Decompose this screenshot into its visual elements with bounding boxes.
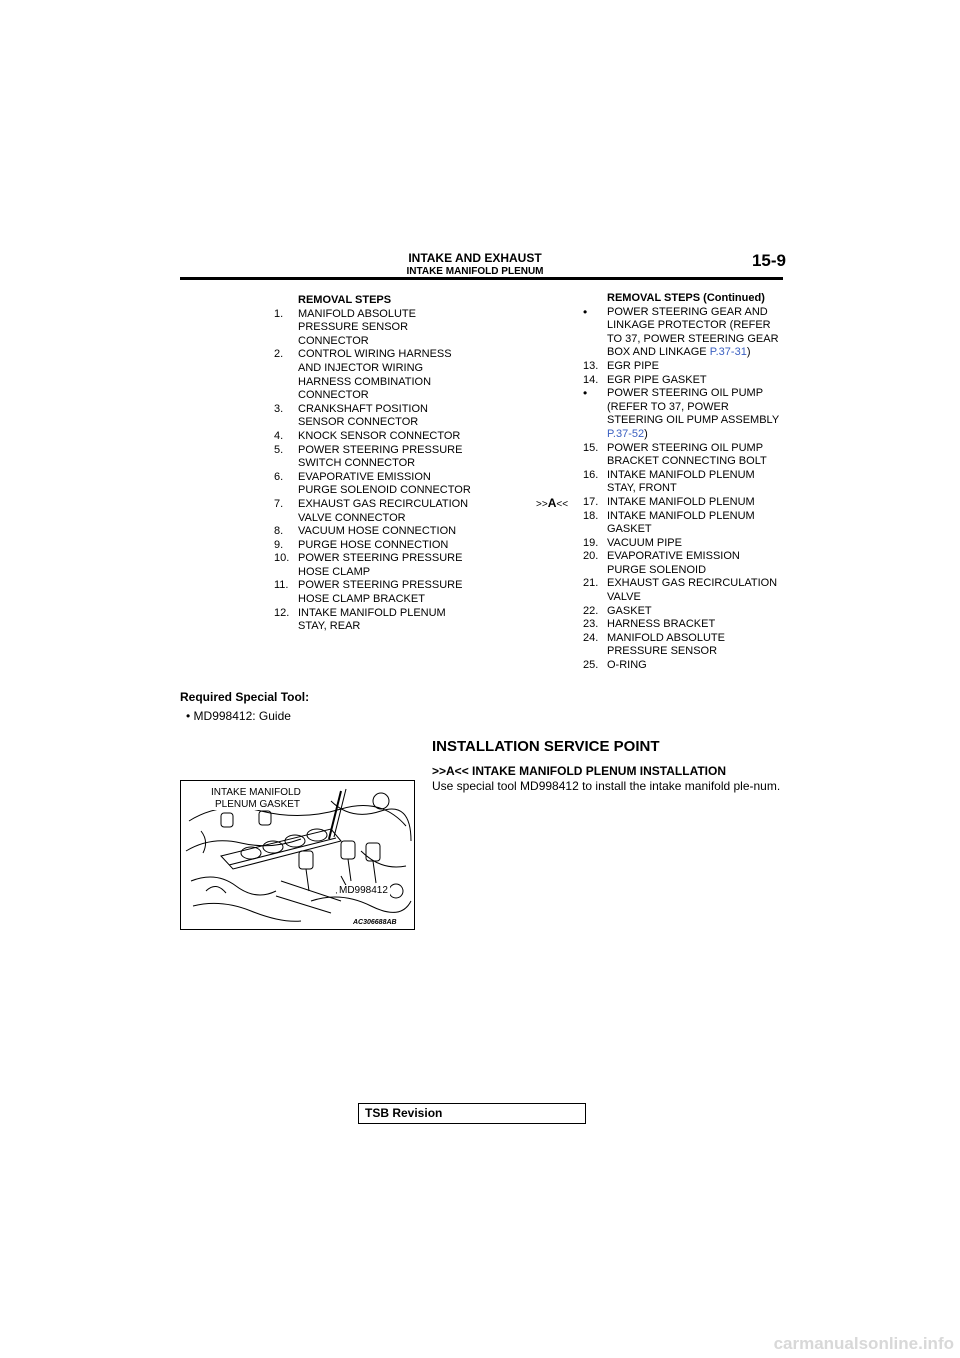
bullet-text — [607, 387, 788, 441]
removal-step — [583, 537, 788, 551]
step-text-line: PURGE SOLENOID CONNECTOR — [298, 484, 471, 497]
installation-service-point-title: INSTALLATION SERVICE POINT — [432, 738, 660, 755]
section-title: INTAKE AND EXHAUST — [408, 251, 542, 265]
figure-label-gasket-line1: INTAKE MANIFOLD — [211, 787, 301, 798]
step-number: 12. — [274, 606, 290, 619]
step-text — [607, 442, 788, 469]
step-number: 4. — [274, 429, 284, 442]
step-number: 2. — [274, 348, 284, 361]
removal-step — [583, 550, 788, 577]
step-text-line: POWER STEERING PRESSURE — [298, 443, 463, 456]
removal-steps-heading: REMOVAL STEPS — [298, 294, 392, 306]
bullet-text-line: (REFER TO 37, POWER — [607, 400, 729, 413]
removal-step — [274, 308, 484, 349]
removal-step — [274, 430, 484, 444]
special-tool-heading: Required Special Tool: — [180, 690, 310, 704]
bullet-text-line: STEERING OIL PUMP ASSEMBLY — [607, 414, 780, 427]
step-text-line: CONNECTOR — [298, 389, 369, 402]
step-text-line: CONNECTOR — [298, 334, 369, 347]
cross-reference-link[interactable]: P.37-31 — [709, 346, 747, 359]
removal-step — [583, 605, 788, 619]
step-number: 10. — [274, 552, 290, 565]
bullet-text-line: POWER STEERING OIL PUMP — [607, 387, 764, 400]
figure-label-gasket-line2: PLENUM GASKET — [215, 799, 301, 810]
step-text — [607, 510, 788, 537]
step-text-line: EVAPORATIVE EMISSION — [607, 550, 740, 563]
step-text-line: SENSOR CONNECTOR — [298, 416, 419, 429]
step-text — [607, 618, 788, 632]
step-text-line: PURGE HOSE CONNECTION — [298, 538, 449, 551]
step-text — [298, 552, 484, 579]
removal-bullet — [583, 306, 788, 360]
removal-step — [583, 632, 788, 659]
step-text-line: GASKET — [607, 604, 652, 617]
bullet-text-line: POWER STEERING GEAR AND — [607, 305, 768, 318]
step-text-line: EXHAUST GAS RECIRCULATION — [298, 497, 469, 510]
step-text-line: AND INJECTOR WIRING — [298, 361, 424, 374]
step-number: 18. — [583, 509, 599, 522]
step-text-line: CRANKSHAFT POSITION — [298, 402, 428, 415]
installation-subheading: >>A<< INTAKE MANIFOLD PLENUM INSTALLATION — [432, 764, 727, 778]
tsb-revision-box: TSB Revision — [358, 1103, 586, 1124]
removal-steps-left — [274, 294, 484, 634]
bullet-text-line: BOX AND LINKAGE P.37-31) — [607, 346, 751, 359]
step-text-line: INTAKE MANIFOLD PLENUM — [298, 606, 446, 619]
step-text-line: INTAKE MANIFOLD PLENUM — [607, 468, 755, 481]
step-text — [298, 308, 484, 349]
installation-figure — [180, 780, 415, 930]
step-text-line: PURGE SOLENOID — [607, 563, 707, 576]
step-text-line: EVAPORATIVE EMISSION — [298, 470, 431, 483]
special-tool-item: • MD998412: Guide — [186, 709, 291, 723]
bullet-text-line: LINKAGE PROTECTOR (REFER — [607, 319, 771, 332]
footer-watermark: carmanualsonline.info — [773, 1334, 954, 1353]
step-text-line: MANIFOLD ABSOLUTE — [607, 631, 725, 644]
figure-label-tool: MD998412 — [339, 885, 388, 896]
step-text-line: PRESSURE SENSOR — [607, 645, 718, 658]
step-text — [607, 496, 788, 510]
step-text-line: MANIFOLD ABSOLUTE — [298, 307, 416, 320]
step-text — [607, 632, 788, 659]
cross-reference-link[interactable]: P.37-52 — [607, 427, 645, 440]
removal-step — [274, 498, 484, 525]
bullet-icon: • — [186, 709, 191, 723]
step-text — [607, 537, 788, 551]
removal-step — [583, 618, 788, 632]
removal-step — [274, 552, 484, 579]
step-number: 1. — [274, 307, 284, 320]
removal-step — [583, 442, 788, 469]
step-text-line: VALVE CONNECTOR — [298, 511, 406, 524]
step-text-line: STAY, REAR — [298, 620, 361, 633]
step-text-line: GASKET — [607, 523, 652, 536]
step-number: 6. — [274, 470, 284, 483]
step-text — [607, 469, 788, 496]
step-number: 17. — [583, 495, 599, 508]
step-text-line: EXHAUST GAS RECIRCULATION — [607, 577, 778, 590]
removal-step — [583, 577, 788, 604]
removal-step — [274, 607, 484, 634]
step-text — [298, 471, 484, 498]
step-text — [607, 550, 788, 577]
step-text — [298, 539, 484, 553]
step-text — [298, 403, 484, 430]
step-text-line: VALVE — [607, 591, 641, 604]
step-number: 14. — [583, 373, 599, 386]
step-number: 19. — [583, 536, 599, 549]
step-number: 23. — [583, 618, 599, 631]
step-text-line: VACUUM HOSE CONNECTION — [298, 525, 457, 538]
section-subtitle: INTAKE MANIFOLD PLENUM — [406, 266, 544, 277]
step-number: 8. — [274, 525, 284, 538]
step-text — [298, 430, 484, 444]
step-text — [607, 360, 788, 374]
step-number: 20. — [583, 550, 599, 563]
step-number: 13. — [583, 359, 599, 372]
step-text-line: INTAKE MANIFOLD PLENUM — [607, 495, 755, 508]
removal-step — [583, 510, 788, 537]
step-text-line: VACUUM PIPE — [607, 536, 682, 549]
step-number: 7. — [274, 497, 284, 510]
removal-steps-right — [583, 292, 788, 673]
step-text-line: BRACKET CONNECTING BOLT — [607, 455, 767, 468]
step-text-line: INTAKE MANIFOLD PLENUM — [607, 509, 755, 522]
step-text-line: STAY, FRONT — [607, 482, 677, 495]
step-text-line: EGR PIPE — [607, 359, 659, 372]
removal-step — [583, 374, 788, 388]
step-text-line: O-RING — [607, 659, 647, 672]
figure-code: AC306688AB — [353, 919, 397, 926]
removal-step — [583, 360, 788, 374]
removal-step — [583, 469, 788, 496]
removal-step — [583, 496, 788, 510]
step-number: 9. — [274, 538, 284, 551]
step-text — [298, 348, 484, 402]
bullet-icon: • — [583, 304, 588, 319]
page-number: 15-9 — [751, 251, 786, 270]
step-text-line: EGR PIPE GASKET — [607, 373, 707, 386]
installation-instruction: Use special tool MD998412 to install the intake manifold ple-num. — [432, 779, 781, 793]
step-text — [607, 374, 788, 388]
removal-step — [274, 539, 484, 553]
step-text — [607, 577, 788, 604]
step-text-line: POWER STEERING OIL PUMP — [607, 441, 764, 454]
step-text-line: HOSE CLAMP BRACKET — [298, 593, 425, 606]
step-text — [298, 579, 484, 606]
step-text-line: HOSE CLAMP — [298, 565, 371, 578]
step-text-line: PRESSURE SENSOR — [298, 321, 409, 334]
step-text — [607, 605, 788, 619]
step-text-line: POWER STEERING PRESSURE — [298, 579, 463, 592]
removal-step — [274, 348, 484, 402]
header-rule — [180, 277, 783, 280]
step-number: 21. — [583, 577, 599, 590]
step-text — [298, 525, 484, 539]
step-number: 16. — [583, 468, 599, 481]
step-text-line: HARNESS COMBINATION — [298, 375, 432, 388]
removal-step — [583, 659, 788, 673]
step-number: 25. — [583, 659, 599, 672]
step-text — [607, 659, 788, 673]
step-text — [298, 607, 484, 634]
bullet-text-line: P.37-52) — [607, 427, 648, 440]
step-number: 15. — [583, 441, 599, 454]
removal-step — [274, 579, 484, 606]
removal-bullet — [583, 387, 788, 441]
bullet-icon: • — [583, 386, 588, 401]
removal-step — [274, 471, 484, 498]
bullet-text-line: TO 37, POWER STEERING GEAR — [607, 332, 779, 345]
step-number: 5. — [274, 443, 284, 456]
step-text-line: POWER STEERING PRESSURE — [298, 552, 463, 565]
step-text — [298, 444, 484, 471]
removal-step — [274, 444, 484, 471]
step-number: 3. — [274, 402, 284, 415]
step-text-line: HARNESS BRACKET — [607, 618, 716, 631]
step-text-line: KNOCK SENSOR CONNECTOR — [298, 429, 461, 442]
step-text-line: CONTROL WIRING HARNESS — [298, 348, 452, 361]
bullet-text — [607, 306, 788, 360]
removal-steps-continued-heading: REMOVAL STEPS (Continued) — [607, 292, 765, 304]
step-text-line: SWITCH CONNECTOR — [298, 457, 416, 470]
step-number: 24. — [583, 631, 599, 644]
removal-step — [274, 525, 484, 539]
service-point-pointer: >>A<< — [536, 496, 569, 510]
step-number: 22. — [583, 604, 599, 617]
step-text — [298, 498, 484, 525]
step-number: 11. — [274, 579, 289, 592]
removal-step — [274, 403, 484, 430]
